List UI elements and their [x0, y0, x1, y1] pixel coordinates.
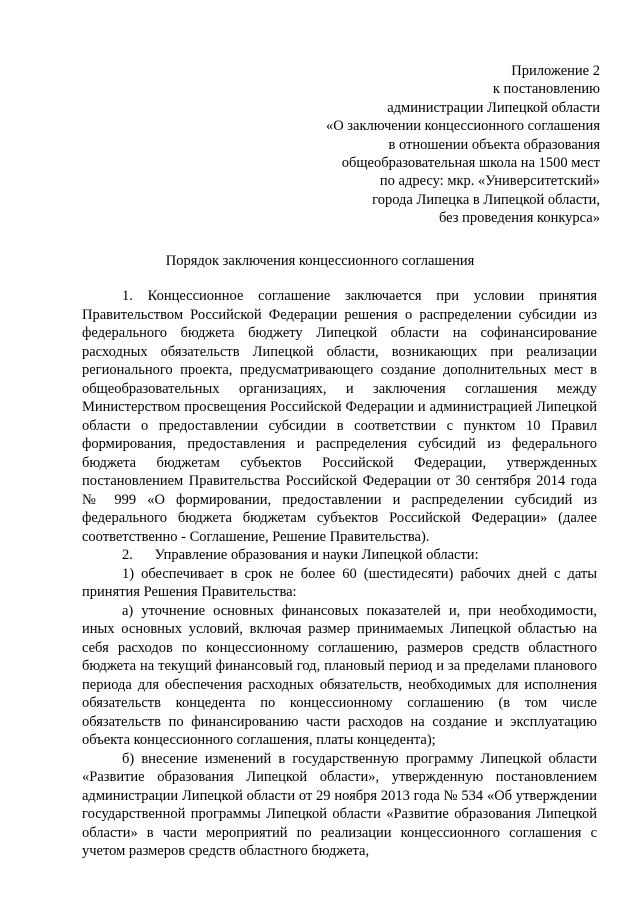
paragraph-1: 1. Концессионное соглашение заключается при условии принятия Правительством Российской Федерации решения о распределении субсидии из федерального бюджета бюджету Липецкой области на софинансирование расходных обязательств Липецкой области, возникающих при реализации регионального проекта, предусматривающего создание дополнительных мест в общеобразовательных организациях, и заключения соглашения между Министерством просвещения Российской Федерации и администрацией Липецкой области о предоставлении субсидии в соответствии с пунктом 10 Правил формирования, предоставления и распределения субсидий из федерального бюджета бюджетам субъектов Российской Федерации, утвержденных постановлением Правительства Российской Федерации от 30 сентября 2014 года № 999 «О формировании, предоставлении и распределении субсидий из федерального бюджета бюджетам субъектов Российской Федерации» (далее соответственно - Соглашение, Решение Правительства).: [82, 288, 597, 545]
document-title: Порядок заключения концессионного соглашения: [165, 253, 475, 269]
appendix-line: без проведения конкурса»: [438, 210, 600, 227]
appendix-line: к постановлению: [492, 81, 600, 98]
appendix-header: [270, 62, 600, 228]
appendix-line: «О заключении концессионного соглашения: [325, 118, 600, 135]
appendix-line: администрации Липецкой области: [387, 99, 600, 116]
paragraph-2: 2. Управление образования и науки Липецкой области:: [122, 547, 479, 563]
appendix-line: Приложение 2: [511, 63, 600, 79]
paragraph-2-1-b: б) внесение изменений в государственную программу Липецкой области «Развитие образования Липецкой области», утвержденную постановлением администрации Липецкой области от 29 ноября 2013 года № 534 «Об утверждении государственной программы Липецкой области «Развитие образования Липецкой области» в части мероприятий по реализации концессионного соглашения с учетом размеров средств областного бюджета,: [82, 750, 597, 859]
paragraph-2-1: 1) обеспечивает в срок не более 60 (шестидесяти) рабочих дней с даты принятия Решения Правительства:: [82, 565, 597, 600]
appendix-line: по адресу: мкр. «Университетский»: [379, 173, 600, 190]
appendix-line: города Липецка в Липецкой области,: [372, 191, 600, 208]
paragraph-2-1-a: а) уточнение основных финансовых показателей и, при необходимости, иных основных условий, включая размер принимаемых Липецкой областью на себя расходов по концессионному соглашению, размеров средств областного бюджета на текущий финансовый год, плановый период и за пределами планового периода для обеспечения расходных обязательств, необходимых для исполнения обязательств концедента по концессионному соглашению (в том числе обязательств по финансированию части расходов на создание и эксплуатацию объекта концессионного соглашения, платы концедента);: [82, 602, 597, 748]
appendix-line: в отношении объекта образования: [388, 136, 600, 153]
document-body: [82, 287, 597, 861]
appendix-line: общеобразовательная школа на 1500 мест: [341, 155, 600, 172]
